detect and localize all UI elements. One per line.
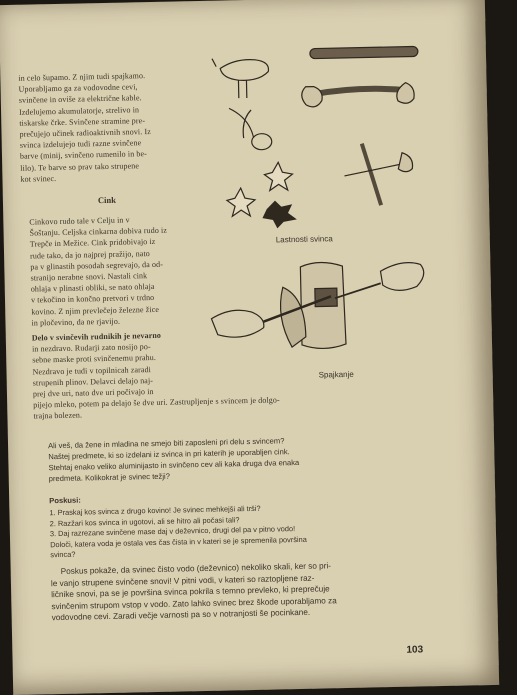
cink-paragraph [29, 213, 216, 329]
lead-properties-illustration [210, 34, 434, 229]
caption-soldering: Spajkanje [318, 369, 354, 380]
text-line: vodovodne cevi. Zaradi večje varnosti pa so v notranjosti še pocinkane. [51, 607, 311, 623]
text-line: in nezdravo. Rudarji zato nosijo po- [31, 342, 151, 354]
caption-lead-properties: Lastnosti svinca [275, 234, 333, 245]
question-line: predmeta. Kolikokrat je svinec težji? [48, 471, 170, 484]
text-line: sebne maske proti svinčenemu prahu. [32, 353, 157, 365]
text-line: v tekočino in končno pretvori v trdno [30, 293, 155, 305]
text-line: Nezdravo je tudi v topilnicah zaradi [32, 364, 152, 377]
text-line: Izdelujemo akumulatorje, strelivo in [18, 104, 140, 117]
text-line: le vanjo strupene svinčene snovi! V pitni vodi, v kateri so raztopljene raz- [50, 573, 315, 588]
text-line: trajna bolezen. [33, 410, 83, 421]
text-line: pa v glinastih posodah segrevajo, da od- [30, 259, 164, 272]
text-line: Cinkovo rudo tale v Celju in v [29, 215, 130, 227]
question-line: Naštej predmete, ki so izdelani iz svinca in pri katerih je uporabljen cink. [48, 447, 290, 462]
text-line: barve (minij, svinčeno rumenilo in be- [19, 149, 147, 162]
questions-block [48, 432, 429, 484]
experiment-item: 3. Daj razrezane svinčene mase daj v deževnico, drugi del pa v pitno vodo! [49, 524, 296, 539]
text-line: kot svinec. [20, 173, 57, 184]
question-line: Ali veš, da žene in mladina ne smejo biti zaposleni pri delu s svincem? [47, 436, 285, 451]
text-line: prečujejo učinek radioaktivnih snovi. Iz [19, 127, 151, 139]
text-line: Trepče in Mežice. Cink pridobivajo iz [29, 237, 156, 249]
text-line: Uporabljamo ga za vodovodne cevi, [18, 82, 138, 94]
text-line: ohlaja v plinasti obliki, se nato ohlaja [30, 282, 155, 294]
text-line: svinca izdelujejo tudi razne svinčene [19, 138, 142, 150]
text-line: lilo). Te barve so prav tako strupene [20, 160, 140, 173]
experiments-title: Poskusi: [49, 495, 81, 506]
experiments-list [49, 500, 430, 561]
text-line: ličnike snovi, pa se je površina svinca pokrila s temno prevleko, ki preprečuje [51, 584, 330, 600]
text-line: rude tako, da jo najprej pražijo, nato [29, 248, 150, 261]
experiment-item: Določi, katera voda je ostala ves čas čista in v kateri se je spremenila površina [50, 534, 307, 549]
section-heading: Cink [97, 194, 117, 206]
text-line: strupenih plinov. Delavci delajo naj- [32, 375, 154, 388]
text-line: Poskus pokaže, da svinec čisto vodo (deževnico) nekoliko skali, ker so pri- [60, 561, 332, 576]
text-line: Šoštanju. Celjska cinkarna dobiva rudo iz [29, 225, 168, 238]
text-line: in celo šupamo. Z njim tudi spajkamo. [18, 71, 146, 83]
question-line: Stehtaj enako veliko aluminijasto in svinčeno cev ali kaka druga dva enaka [48, 457, 300, 473]
text-line: kovino. Z njim prevlečejo železne žice [31, 304, 160, 317]
intro-paragraph [18, 69, 210, 185]
text-line: in pločevino, da ne rjavijo. [31, 316, 121, 328]
page-number: 103 [406, 644, 424, 656]
text-line: tiskarske črke. Svinčene stramine pre- [19, 115, 146, 128]
text-line: Delo v svinčevih rudnikih je nevarno [31, 330, 162, 343]
text-line: pijejo mleko, potem pa delajo še dve uri. Zastrupljenje s svincem je dolgo- [33, 395, 280, 410]
text-line: prej dve uri, nato dve uri počivajo in [32, 387, 154, 399]
experiment-item: 1. Praskaj kos svinca z drugo kovino! Je svinec mehkejši ali trši? [49, 503, 261, 518]
conclusion-paragraph [51, 558, 432, 623]
soldering-illustration [204, 244, 436, 369]
experiment-item: svinca? [50, 550, 76, 560]
text-line: svinčene in oviše za električne kable. [18, 93, 142, 106]
text-line: stranijo nerabne snovi. Nastali cink [30, 271, 148, 283]
text-line: svinčenim strupom vstop v vodo. Zato lahko svinec brez škode uporabljamo za [51, 595, 337, 611]
experiment-item: 2. Razžari kos svinca in ugotovi, ali se hitro ali počasi tali? [49, 514, 240, 528]
